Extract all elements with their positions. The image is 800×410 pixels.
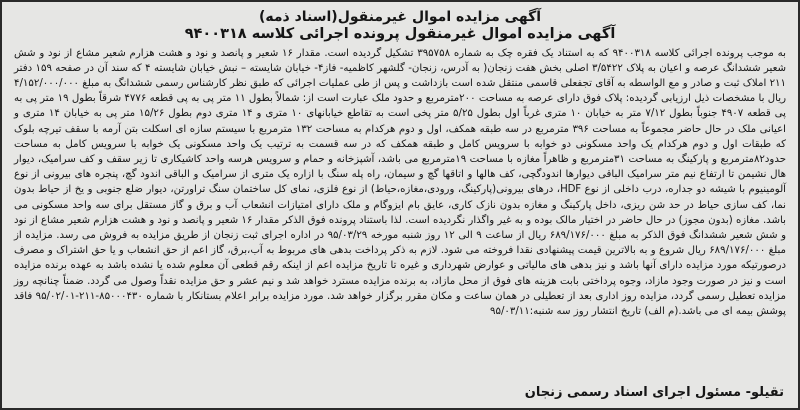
- notice-signature: تقیلو- مسئول اجرای اسناد رسمی زنجان: [524, 385, 784, 400]
- notice-subtitle: آگهی مزایده اموال غیرمنقول پرونده اجرائی کلاسه ۹۴۰۰۳۱۸: [184, 25, 616, 42]
- notice-title: آگهی مزایده اموال غیرمنقول(اسناد ذمه): [258, 9, 542, 25]
- notice-body: به موجب پرونده اجرائی کلاسه ۹۴۰۰۳۱۸ که به استناد یک فقره چک به شماره ۳۹۵۷۵۸ تشکیل گردیده است. مقدار ۱۶ شعیر و پانصد و نود و هشت هزارم شعیر مشاع از نود و شش شعیر ششدانگ عرصه و اعیان به پلاک ۳/۵۴۲۲ اصلی بخش هفت زنجان( به آدرس، زنجان- گلشهر کاظمیه- فاز۴- خیابان شایسته – نبش خیابان شایسته ۴ که سند آن در صفحه ۱۵۹ دفتر ۲۱۱ املاک ثبت و صادر و مع الواسطه به آقای تجفعلی قاسمی منتقل شده است بازداشت و پس از طی عملیات اجرائی که طبق نظر کارشناس رسمی ششدانگ به مبلغ ۴/۱۵۲/۰۰۰/۰۰۰ ریال با مشخصات ذیل ارزیابی گردیده: پلاک فوق دارای عرصه به مساحت ۲۰۰مترمربع و حدود ملک عبارت است از: شمالاً بطول ۱۱ متر پی به پی قطعه ۴۷۷۶ شرقاً بطول ۱۹ متر پی به پی قطعه ۴۹۰۷ جنوباً بطول ۷/۱۲ متر به خیابان ۱۰ متری غرباً اول بطول ۵/۲۵ متر پخی است به تقاطع خیابانهای ۱۰ متری و ۱۴ متری دوم بطول ۱۵/۲۶ متر پی به خیابان ۱۴ متری و اعیانی ملک در حال حاضر مجموعاً به مساحت ۳۹۶ مترمربع در سه طبقه همکف، اول و دوم هرکدام به مساحت ۱۳۲ مترمربع با سیستم سازه ای اسکلت بتن آرمه با سقف تیرچه بلوک که طبقات اول و دوم هرکدام یک واحد مسکونی دو خوابه با سرویس کامل و طبقه همکف که در سه قسمت به ترتیب یک واحد مسکونی یک خوابه با سرویس کامل به مساحت حدود۸۲مترمربع و پارکینگ به مساحت ۳۱مترمربع و ظاهراً مغازه با مساحت ۱۹مترمربع می باشد، آشپزخانه و حمام و سرویس هرسه واحد کاشیکاری تا زیر سقف و کف سرامیک، دیوار هال نشیمن تا ارتفاع نیم متر سرامیک الباقی دیوارها اندودگچی، کف هالها و اتاقها گچ و سیمان، راه پله سنگ با ازاره یک متری از سرامیک و الباقی اندود گچ، پنجره های بیرونی از نوع آلومینیوم با شیشه دو جداره، درب داخلی از نوع HDF، درهای بیرونی(پارکینگ، ورودی،مغازه،حیاط) از نوع فلزی، نمای کل ساختمان سنگ تراورتن، دیوار ضلع جنوبی و یخ از حیاط بدون نما، کف سازی حیاط در حد شن ریزی، داخل پارکینگ و مغازه بدون نازک کاری، عایق بام ایزوگام و ملک دارای امتیازات انشعاب آب و برق و گاز مستقل برای سه واحد مسکونی می باشد. مغازه (بدون مجوز) در حال حاضر در اختیار مالک بوده و به غیر واگذار نگردیده است. لذا باستناد پرونده فوق الذکر مقدار ۱۶ شعیر و پانصد و نود و هشت هزارم شعیر مشاع از نود و شش شعیر ششدانگ فوق الذکر به مبلغ ۶۸۹/۱۷۶/۰۰۰ ریال از ساعت ۹ الی ۱۲ روز شنبه مورخه ۹۵/۰۳/۲۹ در اداره اجرای ثبت زنجان از طریق مزایده به فروش می رسد. مزایده از مبلغ ۶۸۹/۱۷۶/۰۰۰ ریال شروع و به بالاترین قیمت پیشنهادی نقدا فروخته می شود. لازم به ذکر پرداخت بدهی های مربوط به آب،برق، گاز اعم از حق انشعاب و یا حق اشتراک و مصرف درصورتیکه مورد مزایده دارای آنها باشد و نیز بدهی های مالیاتی و عوارض شهرداری و غیره تا تاریخ مزایده اعم از اینکه رقم قطعی آن معلوم شده یا نشده باشد به عهده برنده مزایده است و نیز در صورت وجود مازاد، وجوه پرداختی بابت هزینه های فوق از محل مازاد، به برنده مزایده مسترد خواهد شد و نیم عشر و حق مزایده نقداً وصول می گردد. ضمناً چنانچه روز مزایده تعطیل رسمی گردد، مزایده روز اداری بعد از تعطیلی در همان ساعت و مکان مقرر برگزار خواهد شد. مورد مزایده برابر اعلام بستانکار با شماره ۸۵۰۰۰۴۳۰-۲۱۱-۹۵/۰۲/۰۱ فاقد پوشش بیمه ای می باشد.(م الف) تاریخ انتشار روز سه شنبه:۹۵/۰۳/۱۱: [14, 47, 787, 318]
